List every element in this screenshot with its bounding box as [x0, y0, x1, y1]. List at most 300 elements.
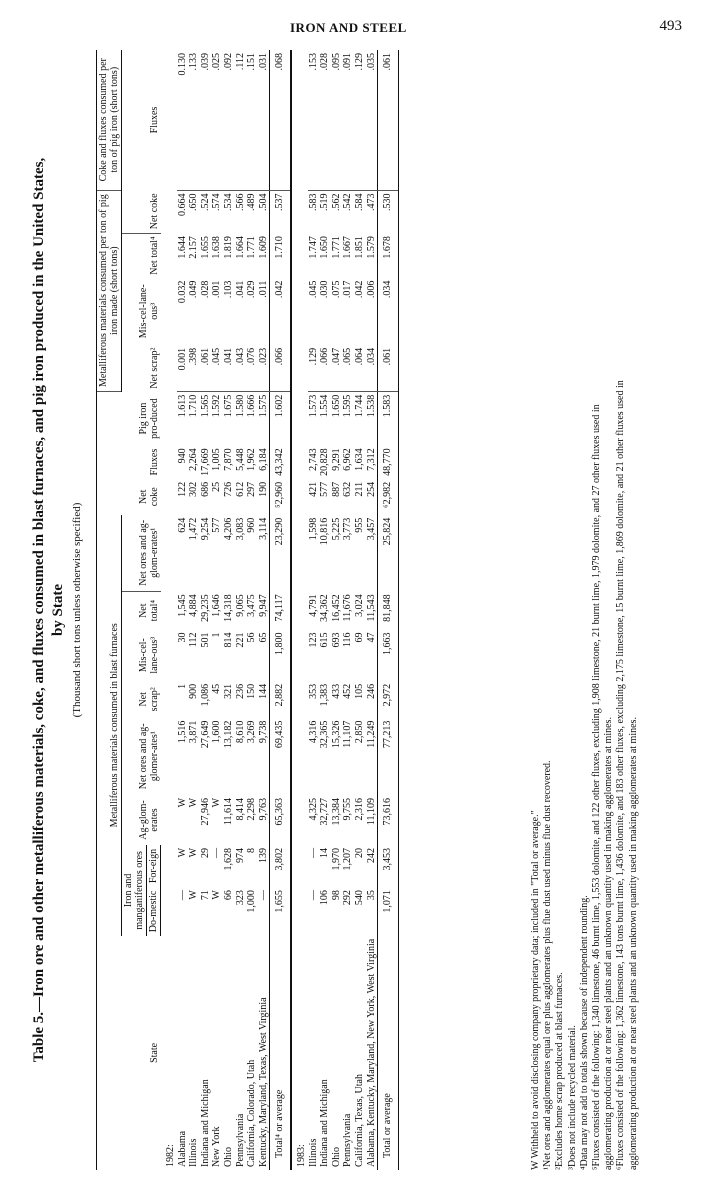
total-cell: .068	[270, 50, 291, 190]
table-cell: 1.573	[307, 394, 319, 418]
total-cell: ⁵2,960	[270, 479, 291, 515]
table-cell: .025	[211, 50, 223, 190]
table-cell: .028	[199, 280, 211, 299]
total-cell: 81,848	[378, 591, 399, 629]
table-cell: W	[176, 847, 188, 858]
table-cell: 11,249	[365, 720, 377, 748]
per-ton-misc-header: Mis-cel-lane-ous³	[137, 284, 160, 339]
state-header: State	[97, 936, 161, 1170]
table-cell: W	[188, 797, 200, 808]
table-cell: 2,743	[307, 448, 319, 471]
table-cell: 1.771	[246, 236, 258, 259]
table-row	[211, 50, 223, 1170]
table-cell: .076	[246, 345, 258, 391]
table-cell: .091	[342, 50, 354, 190]
table-cell: 1,600	[211, 720, 223, 744]
total-cell: 73,616	[378, 795, 399, 845]
total-cell: 1.678	[378, 233, 399, 278]
table-cell: 4,884	[188, 594, 200, 617]
table-cell: .030	[319, 280, 331, 299]
total-cell: 48,770	[378, 445, 399, 479]
table-cell: 0.130	[177, 50, 189, 190]
misc-header: Mis-cel-lane-ous³	[137, 636, 160, 674]
table-cell: —	[176, 890, 188, 901]
table-cell: 13,182	[222, 720, 234, 749]
table-cell: 2.157	[188, 236, 200, 259]
table-title-line-2: by State	[50, 583, 66, 637]
table-cell: 9,763	[257, 797, 269, 821]
table-cell: 1	[211, 632, 223, 638]
table-cell: 726	[222, 481, 234, 497]
table-row	[223, 50, 235, 1170]
table-cell: 940	[176, 448, 188, 464]
blast-furnace-group-header: Metalliferous materials consumed in blast furnaces	[97, 515, 122, 936]
table-cell: 27,649	[199, 720, 211, 749]
table-cell: 6,962	[342, 448, 354, 471]
table-cell: .035	[366, 50, 378, 190]
table-cell: 1,005	[211, 448, 223, 471]
table-row	[319, 50, 331, 1170]
table-cell: 3,773	[342, 517, 354, 541]
table-cell: .017	[342, 280, 354, 299]
table-cell: 122	[176, 481, 188, 497]
table-cell: .075	[330, 280, 342, 299]
table-cell: 1,000	[246, 890, 258, 913]
table-cell: 47	[365, 632, 377, 643]
table-cell: .566	[234, 193, 246, 212]
table-cell: .039	[200, 50, 212, 190]
table-cell: 960	[246, 517, 258, 533]
footnote-line: ³Does not include recycled material.	[566, 1025, 578, 1170]
table-cell: 3,114	[257, 517, 269, 540]
table-cell: 14	[319, 847, 331, 858]
table-cell: 1.744	[353, 394, 365, 418]
footnote-line: W Withheld to avoid disclosing company proprietary data; included in "Total or average."	[530, 810, 541, 1170]
table-cell: 112	[188, 632, 200, 648]
table-cell: .562	[330, 193, 342, 212]
table-cell: 321	[222, 683, 234, 699]
table-cell: .524	[199, 193, 211, 212]
table-cell: 632	[342, 481, 354, 497]
table-cell: 974	[234, 847, 246, 863]
table-cell: 150	[246, 683, 258, 699]
table-cell: 9,755	[342, 797, 354, 821]
total-cell: 3,453	[378, 845, 399, 887]
table-cell: 32,365	[319, 720, 331, 749]
table-cell: 2,316	[353, 797, 365, 821]
total-cell: 1.602	[270, 391, 291, 445]
table-cell: 16,452	[330, 594, 342, 622]
coke-per-ton-header: Net coke	[122, 190, 161, 233]
table-cell: 106	[319, 890, 331, 906]
table-cell: W	[188, 847, 200, 858]
table-cell: .534	[222, 193, 234, 212]
table-row	[235, 50, 247, 1170]
total-cell: 1,655	[270, 887, 291, 936]
table-cell: 1.747	[307, 236, 319, 259]
table-row	[331, 50, 343, 1170]
total-label: Total or average	[378, 936, 399, 1170]
table-cell: 3,083	[234, 517, 246, 541]
table-cell: .574	[211, 193, 223, 212]
table-cell: .066	[319, 345, 331, 391]
table-cell: 69	[353, 632, 365, 643]
table-cell: 1.644	[176, 236, 188, 259]
table-cell: 144	[257, 683, 269, 699]
per-ton-net-total-header: Net total⁴	[148, 236, 160, 275]
table-caption	[30, 50, 85, 1170]
foreign-header: For-eign	[147, 845, 161, 887]
year-label: 1982:	[165, 1144, 176, 1167]
table-cell: 242	[365, 847, 377, 863]
net-total-header: Net total⁴	[137, 600, 160, 622]
table-cell: 3,871	[188, 720, 200, 744]
table-cell: 123	[307, 632, 319, 648]
table-cell: .133	[188, 50, 200, 190]
table-cell: 190	[257, 481, 269, 497]
table-cell: 2,264	[188, 448, 200, 471]
table-cell: 1,207	[342, 847, 354, 871]
per-ton-net-scrap-header: Net scrap²	[148, 347, 160, 389]
table-cell: .650	[188, 193, 200, 212]
table-cell: 1.613	[176, 394, 188, 418]
table-cell: 1.592	[211, 394, 223, 418]
table-cell: 13,384	[330, 797, 342, 826]
table-cell: .029	[246, 280, 258, 299]
footnotes	[530, 50, 640, 1170]
total-cell: 23,290	[270, 515, 291, 592]
table-cell: 0.664	[176, 193, 188, 217]
table-cell: 577	[319, 481, 331, 497]
table-cell: .064	[354, 345, 366, 391]
table-cell: 1,598	[307, 517, 319, 541]
table-cell: .398	[188, 345, 200, 391]
table-cell: 4,206	[222, 517, 234, 541]
table-cell: W	[211, 797, 223, 808]
table-cell: 32,727	[319, 797, 331, 826]
table-cell: .065	[342, 345, 354, 391]
table-cell: 221	[234, 632, 246, 648]
table-cell: .045	[211, 345, 223, 391]
total-cell: .537	[270, 190, 291, 233]
total-cell: 1.583	[378, 391, 399, 445]
table-cell: 1.575	[257, 394, 269, 418]
table-cell: —	[307, 890, 319, 901]
table-row	[258, 50, 270, 1170]
rotated-table-region	[30, 50, 670, 1170]
table-cell: 2,298	[246, 797, 258, 821]
table-cell: 900	[188, 683, 200, 699]
pig-iron-header: Pig iron pro-duced	[97, 391, 161, 445]
table-cell: 353	[307, 683, 319, 699]
running-head-title: IRON AND STEEL	[290, 20, 407, 35]
table-cell: 98	[330, 890, 342, 901]
table-cell: 3,269	[246, 720, 258, 744]
table-cell: 1,086	[199, 683, 211, 707]
footnote-line: ⁵Fluxes consisted of the following: 1,340 limestone, 46 burnt lime, 1,553 dolomite, and 122 other fluxes, excluding 1,908 limestone, 21 burnt lime, 1,979 dolomite, and 27 other fluxes used in	[591, 404, 603, 1170]
total-cell: .061	[378, 345, 399, 391]
table-cell: 11,614	[222, 797, 234, 826]
table-cell: .006	[365, 280, 377, 299]
table-cell: 1,628	[222, 847, 234, 871]
table-cell: 3,457	[365, 517, 377, 541]
table-cell: 624	[176, 517, 188, 533]
footnote-line: agglomerating production at or near steel plants and an unknown quantity used in making agglomerates at mines.	[603, 717, 615, 1170]
table-cell: 8,610	[234, 720, 246, 744]
footnote-line: agglomerating production at or near steel plants and an unknown quantity used in making agglomerates at mines.	[627, 717, 639, 1170]
total-cell: 3,802	[270, 845, 291, 887]
table-cell: 20	[353, 847, 365, 858]
table-cell: 29	[199, 847, 211, 858]
table-cell: 452	[342, 683, 354, 699]
table-cell: 4,791	[307, 594, 319, 617]
table-cell: .129	[308, 345, 320, 391]
footnote-line: ²Excludes home scrap produced at blast furnaces.	[554, 972, 566, 1170]
total-row	[378, 50, 399, 1170]
total-row	[270, 50, 291, 1170]
ores-group-header: Iron and manganiferous ores	[122, 845, 147, 936]
table-cell: .049	[188, 280, 200, 299]
table-cell: 3,024	[353, 594, 365, 617]
table-cell: 1.675	[222, 394, 234, 418]
table-cell: 1.771	[330, 236, 342, 259]
table-cell: 9,947	[257, 594, 269, 617]
table-cell: 814	[222, 632, 234, 648]
state-name: Alabama	[176, 1130, 188, 1167]
state-name: Indiana and Michigan	[199, 1079, 211, 1167]
table-cell: .489	[246, 193, 258, 212]
table-cell: W	[188, 890, 200, 900]
state-name: Indiana and Michigan	[319, 1079, 331, 1167]
table-row	[177, 50, 189, 1170]
table-cell: .031	[258, 50, 270, 190]
table-cell: 1,634	[353, 448, 365, 471]
table-cell: 1.851	[353, 236, 365, 259]
state-name: Illinois	[307, 1138, 319, 1167]
table-cell: 2,850	[353, 720, 365, 744]
table-cell: 323	[234, 890, 246, 906]
table-cell: .583	[307, 193, 319, 212]
table-cell: 1.666	[246, 394, 258, 418]
fluxes-per-ton-header: Fluxes	[148, 106, 160, 134]
table-title-line-1: Table 5.—Iron ore and other metalliferous materials, coke, and fluxes consumed in blast furnaces, and pig iron produced in the United States,	[31, 157, 47, 1063]
table-cell: 4,325	[307, 797, 319, 821]
table-cell: 7,312	[365, 448, 377, 471]
table-cell: .504	[257, 193, 269, 212]
table-cell: 693	[330, 632, 342, 648]
coke-fluxes-group-header: Coke and fluxes consumed per ton of pig iron (short tons)	[97, 50, 122, 190]
table-cell: 1,545	[176, 594, 188, 617]
table-cell: .045	[307, 280, 319, 299]
table-cell: 1.650	[330, 394, 342, 418]
table-cell: 246	[365, 683, 377, 699]
table-cell: 1.609	[257, 236, 269, 259]
table-cell: 34,362	[319, 594, 331, 622]
footnote-line: ⁴Data may not add to totals shown because of independent rounding.	[578, 895, 590, 1170]
table-row	[308, 50, 320, 1170]
table-cell: 292	[342, 890, 354, 906]
per-ton-net-ores-header: Net ores and ag-glom-erates¹	[122, 515, 161, 592]
total-cell: 1,800	[270, 629, 291, 680]
table-cell: 10,816	[319, 517, 331, 546]
table-cell: 56	[246, 632, 258, 643]
table-cell: 11,109	[365, 797, 377, 826]
total-cell: 1.710	[270, 233, 291, 278]
table-cell: 686	[199, 481, 211, 497]
table-row	[188, 50, 200, 1170]
table-cell: 1.580	[234, 394, 246, 418]
table-cell: .023	[258, 345, 270, 391]
table-row	[200, 50, 212, 1170]
table-cell: .043	[235, 345, 247, 391]
table-cell: .028	[319, 50, 331, 190]
table-cell: 887	[330, 481, 342, 497]
table-cell: 30	[176, 632, 188, 643]
table-cell: 612	[234, 481, 246, 497]
table-cell: —	[257, 890, 269, 901]
table-cell: .103	[222, 280, 234, 299]
table-cell: 1.667	[342, 236, 354, 259]
table-cell: 1,962	[246, 448, 258, 471]
table-cell: 116	[342, 632, 354, 648]
table-row	[342, 50, 354, 1170]
table-cell: 236	[234, 683, 246, 699]
total-cell: .042	[270, 278, 291, 345]
table-cell: 1.710	[188, 394, 200, 418]
table-cell: 615	[319, 632, 331, 648]
total-cell: 65,363	[270, 795, 291, 845]
table-cell: .011	[257, 280, 269, 298]
table-cell: W	[176, 797, 188, 808]
table-cell: 1,472	[188, 517, 200, 541]
table-row	[246, 50, 258, 1170]
total-cell: 77,213	[378, 718, 399, 795]
total-cell: ⁶2,982	[378, 479, 399, 515]
table-cell: .542	[342, 193, 354, 212]
table-cell: 27,946	[199, 797, 211, 826]
table-cell: 955	[353, 517, 365, 533]
table-cell: .041	[234, 280, 246, 299]
agglomerates-header: Ag-glom-erates	[137, 800, 160, 840]
table-cell: 45	[211, 683, 223, 694]
footnote-line: ⁶Fluxes consisted of the following: 1,362 limestone, 143 tons burnt lime, 1,436 dolomite, and 183 other fluxes, excluding 2,175 limestone, 15 burnt lime, 1,869 dolomite, and 21 other fluxes used in	[615, 380, 627, 1170]
net-ores-header: Net ores and ag-glomer-ates¹	[137, 723, 160, 790]
table-cell: —	[211, 847, 223, 858]
state-name: Ohio	[330, 1147, 342, 1167]
table-cell: 1,516	[176, 720, 188, 744]
total-cell: 1,071	[378, 887, 399, 936]
table-cell: 9,065	[234, 594, 246, 617]
table-cell: 540	[353, 890, 365, 906]
table-cell: 0.001	[177, 345, 189, 391]
table-cell: 8,414	[234, 797, 246, 821]
table-body	[161, 50, 399, 1170]
table-cell: 1.538	[365, 394, 377, 418]
table-cell: 1,383	[319, 683, 331, 707]
table-cell: 433	[330, 683, 342, 699]
state-name: Ohio	[222, 1147, 234, 1167]
table-cell: 1,970	[330, 847, 342, 871]
table-cell: .047	[331, 345, 343, 391]
table-cell: 1.664	[234, 236, 246, 259]
total-cell: .034	[378, 278, 399, 345]
table-cell: 1	[176, 683, 188, 689]
table-cell: 4,316	[307, 720, 319, 744]
state-name: Pennsylvania	[342, 1113, 354, 1167]
table-cell: 1.638	[211, 236, 223, 259]
table-cell: 25	[211, 481, 223, 492]
table-cell: 105	[353, 683, 365, 699]
total-cell: .530	[378, 190, 399, 233]
table-cell: .473	[365, 193, 377, 212]
table-cell: .061	[200, 345, 212, 391]
year-row	[291, 50, 308, 1170]
net-scrap-header: Net scrap²	[137, 687, 160, 712]
table-units-note: (Thousand short tons unless otherwise specified)	[71, 502, 83, 718]
table-cell: 421	[307, 481, 319, 497]
table-cell: W	[211, 890, 223, 900]
table-cell: 66	[222, 890, 234, 901]
table-cell: .129	[354, 50, 366, 190]
table-cell: 11,543	[365, 594, 377, 622]
table-cell: .112	[235, 50, 247, 190]
table-cell: 1.655	[199, 236, 211, 259]
table-cell: 254	[365, 481, 377, 497]
table-cell: 11,676	[342, 594, 354, 622]
table-cell: 9,738	[257, 720, 269, 744]
year-row	[161, 50, 177, 1170]
per-ton-group-header: Metalliferous materials consumed per ton of pig iron made (short tons)	[97, 190, 122, 391]
table-cell: 1.579	[365, 236, 377, 259]
total-cell: .061	[378, 50, 399, 190]
total-cell: 1,663	[378, 629, 399, 680]
table-cell: 0.032	[176, 280, 188, 304]
domestic-header: Do-mestic	[147, 887, 161, 936]
total-cell: 69,435	[270, 718, 291, 795]
total-cell: 25,824	[378, 515, 399, 592]
table-cell: 35	[365, 890, 377, 901]
state-name: Illinois	[188, 1138, 200, 1167]
table-cell: .153	[308, 50, 320, 190]
table-cell: .092	[223, 50, 235, 190]
table-cell: 8	[246, 847, 258, 853]
table-cell: 297	[246, 481, 258, 497]
state-name: Kentucky, Maryland, Texas, West Virginia	[257, 997, 269, 1167]
total-cell: 2,972	[378, 681, 399, 718]
table-cell: .151	[246, 50, 258, 190]
table-cell: 65	[257, 632, 269, 643]
page-number: 493	[659, 18, 682, 34]
table-row	[354, 50, 366, 1170]
table-cell: 577	[211, 517, 223, 533]
year-label: 1983:	[295, 1144, 307, 1167]
table-cell: .001	[211, 280, 223, 299]
total-cell: 74,117	[270, 591, 291, 629]
state-name: California, Colorado, Utah	[246, 1059, 258, 1167]
table-row	[366, 50, 378, 1170]
total-cell: .066	[270, 345, 291, 391]
table-cell: .034	[366, 345, 378, 391]
table-cell: 29,235	[199, 594, 211, 622]
table-cell: 139	[257, 847, 269, 863]
table-cell: 5,448	[234, 448, 246, 471]
table-cell: 1.650	[319, 236, 331, 259]
state-name: California, Texas, Utah	[353, 1074, 365, 1167]
table-cell: 7,870	[222, 448, 234, 471]
total-cell: 2,882	[270, 681, 291, 718]
table-cell: 1,646	[211, 594, 223, 617]
table-cell: 20,828	[319, 448, 331, 476]
